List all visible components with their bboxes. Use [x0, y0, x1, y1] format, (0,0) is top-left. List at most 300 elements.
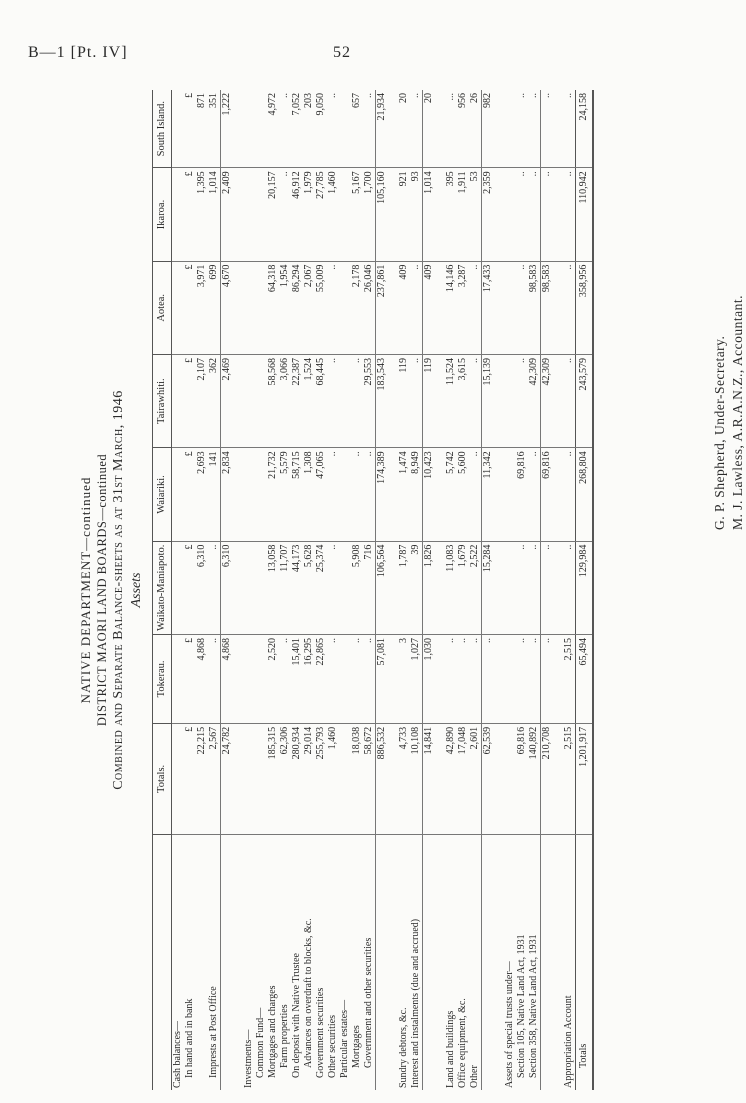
value-cell: 1,474	[398, 448, 410, 541]
value-cell: 3	[398, 634, 410, 723]
value-cell: 1,460	[327, 168, 339, 261]
table-row	[457, 90, 469, 1090]
value-cell: 243,579	[576, 354, 594, 447]
value-cell	[243, 634, 255, 723]
value-cell	[339, 541, 351, 634]
value-cell: 4,670	[221, 261, 234, 354]
assets-table	[152, 90, 594, 1090]
spacer-row	[435, 90, 445, 1090]
value-cell: 16,295	[303, 634, 315, 723]
value-cell: 106,564	[376, 541, 389, 634]
value-cell: 2,520	[267, 634, 279, 723]
row-label-text: Section 358, Native Land Act, 1931	[528, 934, 539, 1078]
value-cell: 20,157	[267, 168, 279, 261]
value-cell: £ 2,107	[184, 354, 208, 447]
subtotal-row	[376, 90, 389, 1090]
row-label	[243, 834, 255, 1090]
value-cell: 2,067	[303, 261, 315, 354]
spacer-cell	[388, 261, 398, 354]
value-cell	[339, 354, 351, 447]
value-cell: 1,014	[423, 168, 436, 261]
value-cell: 47,065	[315, 448, 327, 541]
value-cell	[504, 634, 516, 723]
spacer-cell	[494, 168, 504, 261]
row-label	[445, 834, 457, 1090]
spacer-cell	[233, 354, 243, 447]
spacer-cell	[553, 634, 563, 723]
value-cell: 65,494	[576, 634, 594, 723]
value-cell: ..	[469, 354, 482, 447]
department-title: NATIVE DEPARTMENT—continued	[78, 476, 93, 704]
value-cell: 10,108	[410, 723, 423, 834]
value-cell: 93	[410, 168, 423, 261]
value-cell: ..	[469, 634, 482, 723]
row-label	[363, 834, 376, 1090]
value-cell	[172, 448, 185, 541]
value-cell: ..	[327, 90, 339, 168]
value-cell: ..	[541, 634, 554, 723]
value-cell	[504, 354, 516, 447]
table-row	[327, 90, 339, 1090]
spacer-cell	[233, 541, 243, 634]
row-label-text: Government securities	[315, 987, 326, 1078]
column-header: Tokerau.	[153, 634, 172, 723]
table-row	[255, 90, 267, 1090]
value-cell: 140,892	[528, 723, 541, 834]
value-cell: £ 1,395	[184, 168, 208, 261]
value-cell: ..	[541, 90, 554, 168]
value-cell: 6,310	[221, 541, 234, 634]
value-cell: 46,912	[291, 168, 303, 261]
spacer-row	[233, 90, 243, 1090]
value-cell: ..	[516, 261, 528, 354]
row-label-text: Common Fund—	[255, 1007, 266, 1078]
row-label-text: Farm properties	[279, 1004, 290, 1068]
row-label	[482, 834, 495, 1090]
value-cell: ..	[279, 168, 291, 261]
row-label-text: Land and buildings	[445, 1010, 456, 1088]
value-cell: 2,469	[221, 354, 234, 447]
value-cell: 2,522	[469, 541, 482, 634]
row-label	[457, 834, 469, 1090]
value-cell: 58,568	[267, 354, 279, 447]
value-cell: 409	[398, 261, 410, 354]
value-cell: ..	[482, 634, 495, 723]
value-cell: ..	[528, 448, 541, 541]
balance-sheet-title: Combined and Separate Balance-sheets as at 31st March, 1946	[111, 390, 126, 790]
value-cell: £ 2,693	[184, 448, 208, 541]
value-cell: 129,984	[576, 541, 594, 634]
value-cell: ..	[469, 448, 482, 541]
value-cell: 20	[423, 90, 436, 168]
value-cell	[243, 541, 255, 634]
row-label	[339, 834, 351, 1090]
totals-row	[576, 90, 594, 1090]
value-cell: 17,433	[482, 261, 495, 354]
spacer-cell	[435, 261, 445, 354]
value-cell: 29,553	[363, 354, 376, 447]
value-cell: 3,615	[457, 354, 469, 447]
value-cell: 42,890	[445, 723, 457, 834]
value-cell: ..	[563, 541, 576, 634]
value-cell: 21,732	[267, 448, 279, 541]
spacer-cell	[388, 541, 398, 634]
spacer-row	[553, 90, 563, 1090]
value-cell: 1,954	[279, 261, 291, 354]
value-cell: 15,401	[291, 634, 303, 723]
value-cell: 57,081	[376, 634, 389, 723]
value-cell	[255, 354, 267, 447]
table-row	[504, 90, 516, 1090]
value-cell: 203	[303, 90, 315, 168]
value-cell: 98,583	[541, 261, 554, 354]
value-cell: 1,222	[221, 90, 234, 168]
value-cell: 1,700	[363, 168, 376, 261]
value-cell: ..	[410, 90, 423, 168]
table-row	[291, 90, 303, 1090]
column-header: Totals.	[153, 723, 172, 834]
row-label	[576, 834, 594, 1090]
value-cell	[255, 634, 267, 723]
value-cell: 53	[469, 168, 482, 261]
value-cell: 699	[208, 261, 221, 354]
value-cell: 280,934	[291, 723, 303, 834]
value-cell: £ 871	[184, 90, 208, 168]
value-cell: 1,027	[410, 634, 423, 723]
value-cell: 183,543	[376, 354, 389, 447]
value-cell: 1,787	[398, 541, 410, 634]
value-cell: 17,048	[457, 723, 469, 834]
row-label-text: Cash balances—	[172, 1021, 183, 1088]
value-cell: ..	[351, 354, 363, 447]
table-row	[315, 90, 327, 1090]
value-cell: ..	[327, 541, 339, 634]
value-cell: 55,009	[315, 261, 327, 354]
value-cell: £ 22,215	[184, 723, 208, 834]
value-cell: 362	[208, 354, 221, 447]
value-cell: ..	[363, 448, 376, 541]
row-label	[410, 834, 423, 1090]
table-body	[172, 90, 594, 1090]
value-cell: 27,785	[315, 168, 327, 261]
spacer-cell	[494, 834, 504, 1090]
value-cell: ..	[327, 261, 339, 354]
spacer-cell	[388, 634, 398, 723]
value-cell	[172, 90, 185, 168]
value-cell: 86,294	[291, 261, 303, 354]
value-cell: ..	[327, 354, 339, 447]
row-label	[504, 834, 516, 1090]
value-cell: ..	[516, 634, 528, 723]
row-label	[398, 834, 410, 1090]
value-cell	[243, 354, 255, 447]
value-cell: 42,309	[528, 354, 541, 447]
value-cell: ..	[469, 261, 482, 354]
table-row	[445, 90, 457, 1090]
spacer-cell	[435, 354, 445, 447]
row-label-text: Section 105, Native Land Act, 1931	[516, 934, 527, 1078]
table-row	[516, 90, 528, 1090]
spacer-cell	[553, 354, 563, 447]
value-cell: 5,908	[351, 541, 363, 634]
value-cell: 44,173	[291, 541, 303, 634]
row-label-text: Office equipment, &c.	[457, 998, 468, 1088]
spacer-row	[494, 90, 504, 1090]
value-cell: 69,816	[516, 723, 528, 834]
value-cell	[339, 448, 351, 541]
value-cell: 1,201,917	[576, 723, 594, 834]
value-cell: ..	[516, 354, 528, 447]
value-cell: 25,374	[315, 541, 327, 634]
value-cell: £ 3,971	[184, 261, 208, 354]
spacer-cell	[435, 90, 445, 168]
spacer-cell	[233, 834, 243, 1090]
value-cell: 110,942	[576, 168, 594, 261]
row-label	[255, 834, 267, 1090]
value-cell: 4,972	[267, 90, 279, 168]
value-cell: 2,515	[563, 723, 576, 834]
subtotal-row	[482, 90, 495, 1090]
value-cell: 64,318	[267, 261, 279, 354]
spacer-cell	[388, 168, 398, 261]
row-label	[221, 834, 234, 1090]
spacer-cell	[553, 448, 563, 541]
value-cell: 1,460	[327, 723, 339, 834]
row-label	[563, 834, 576, 1090]
value-cell: 921	[398, 168, 410, 261]
spacer-row	[388, 90, 398, 1090]
value-cell: 886,532	[376, 723, 389, 834]
value-cell	[243, 90, 255, 168]
spacer-cell	[435, 541, 445, 634]
value-cell: 4,868	[221, 634, 234, 723]
value-cell: 10,423	[423, 448, 436, 541]
table-row	[528, 90, 541, 1090]
value-cell: 26	[469, 90, 482, 168]
assets-heading: Assets	[129, 572, 144, 608]
value-cell: 1,524	[303, 354, 315, 447]
table-row	[363, 90, 376, 1090]
column-header: Waikato-Maniapoto.	[153, 541, 172, 634]
value-cell: ..	[327, 634, 339, 723]
value-cell	[339, 261, 351, 354]
value-cell: 69,816	[541, 448, 554, 541]
spacer-cell	[435, 723, 445, 834]
value-cell: £ 6,310	[184, 541, 208, 634]
value-cell	[504, 448, 516, 541]
value-cell: 1,911	[457, 168, 469, 261]
signature-under-secretary: G. P. Shepherd, Under-Secretary.	[712, 335, 727, 530]
column-header: Tairawhiti.	[153, 354, 172, 447]
spacer-cell	[233, 634, 243, 723]
row-label	[327, 834, 339, 1090]
spacer-cell	[388, 723, 398, 834]
value-cell: ..	[541, 541, 554, 634]
subtotal-row	[423, 90, 436, 1090]
value-cell: ..	[528, 541, 541, 634]
row-label-text: Appropriation Account	[563, 995, 574, 1088]
row-label-text: Other securities	[327, 1014, 338, 1078]
value-cell: ..	[516, 90, 528, 168]
table-row	[279, 90, 291, 1090]
value-cell: ..	[363, 90, 376, 168]
value-cell: ..	[516, 168, 528, 261]
spacer-cell	[435, 834, 445, 1090]
spacer-cell	[494, 354, 504, 447]
row-label	[291, 834, 303, 1090]
value-cell: 141	[208, 448, 221, 541]
table-row	[184, 90, 208, 1090]
table-row	[243, 90, 255, 1090]
subtotal-row	[541, 90, 554, 1090]
value-cell: 24,158	[576, 90, 594, 168]
value-cell	[172, 634, 185, 723]
value-cell: 14,146	[445, 261, 457, 354]
value-cell: 5,579	[279, 448, 291, 541]
table-row	[208, 90, 221, 1090]
row-label-text: Advances on overdraft to blocks, &c.	[303, 918, 314, 1068]
value-cell: 11,083	[445, 541, 457, 634]
value-cell	[255, 541, 267, 634]
value-cell	[255, 261, 267, 354]
value-cell	[255, 90, 267, 168]
value-cell: ..	[516, 541, 528, 634]
value-cell: 716	[363, 541, 376, 634]
value-cell	[172, 168, 185, 261]
spacer-cell	[388, 90, 398, 168]
value-cell	[504, 261, 516, 354]
spacer-cell	[494, 448, 504, 541]
boards-title: DISTRICT MAORI LAND BOARDS—continued	[95, 453, 109, 727]
spacer-cell	[494, 541, 504, 634]
spacer-cell	[233, 723, 243, 834]
column-header: Aotea.	[153, 261, 172, 354]
value-cell: ..	[351, 448, 363, 541]
table-row	[398, 90, 410, 1090]
value-cell: 69,816	[516, 448, 528, 541]
value-cell: 268,804	[576, 448, 594, 541]
value-cell: 26,046	[363, 261, 376, 354]
value-cell	[243, 168, 255, 261]
value-cell: ..	[363, 634, 376, 723]
value-cell: 1,308	[303, 448, 315, 541]
spacer-cell	[388, 354, 398, 447]
row-label	[516, 834, 528, 1090]
value-cell: 4,733	[398, 723, 410, 834]
row-label-text: Other	[469, 1065, 480, 1088]
value-cell: ..	[457, 634, 469, 723]
spacer-cell	[553, 168, 563, 261]
value-cell	[339, 168, 351, 261]
value-cell: 98,583	[528, 261, 541, 354]
row-label	[267, 834, 279, 1090]
value-cell: 1,979	[303, 168, 315, 261]
value-cell	[243, 723, 255, 834]
table-row	[563, 90, 576, 1090]
value-cell: 956	[457, 90, 469, 168]
value-cell: £ 4,868	[184, 634, 208, 723]
row-label-text: Totals	[578, 1043, 589, 1068]
column-header: Ikaroa.	[153, 168, 172, 261]
spacer-cell	[494, 634, 504, 723]
value-cell: 174,389	[376, 448, 389, 541]
page-section-code: B—1 [Pt. IV]	[28, 44, 128, 61]
spacer-cell	[233, 90, 243, 168]
value-cell: 22,865	[315, 634, 327, 723]
value-cell: 210,708	[541, 723, 554, 834]
value-cell: 3,287	[457, 261, 469, 354]
table-row	[172, 90, 185, 1090]
value-cell: 18,038	[351, 723, 363, 834]
value-cell: 657	[351, 90, 363, 168]
spacer-cell	[553, 834, 563, 1090]
spacer-cell	[553, 541, 563, 634]
value-cell: 982	[482, 90, 495, 168]
value-cell: 119	[398, 354, 410, 447]
row-label-text: Particular estates—	[339, 999, 350, 1078]
column-header: Waiariki.	[153, 448, 172, 541]
value-cell: 255,793	[315, 723, 327, 834]
value-cell: ..	[279, 634, 291, 723]
row-label	[351, 834, 363, 1090]
value-cell: 13,058	[267, 541, 279, 634]
row-label	[423, 834, 436, 1090]
value-cell	[255, 168, 267, 261]
row-label-text: Government and other securities	[363, 937, 374, 1068]
row-label	[376, 834, 389, 1090]
value-cell: ..	[528, 90, 541, 168]
spacer-cell	[553, 261, 563, 354]
value-cell	[255, 448, 267, 541]
value-cell: 9,050	[315, 90, 327, 168]
value-cell: 105,160	[376, 168, 389, 261]
value-cell: ..	[351, 634, 363, 723]
table-row	[469, 90, 482, 1090]
value-cell	[243, 261, 255, 354]
spacer-cell	[233, 261, 243, 354]
value-cell: 29,014	[303, 723, 315, 834]
value-cell: 1,826	[423, 541, 436, 634]
value-cell: 3,066	[279, 354, 291, 447]
value-cell	[172, 354, 185, 447]
value-cell: 22,387	[291, 354, 303, 447]
column-header: South Island.	[153, 90, 172, 168]
row-label	[541, 834, 554, 1090]
spacer-cell	[494, 723, 504, 834]
spacer-cell	[494, 90, 504, 168]
row-label	[172, 834, 185, 1090]
value-cell: 5,628	[303, 541, 315, 634]
value-cell	[172, 541, 185, 634]
value-cell: 2,409	[221, 168, 234, 261]
value-cell	[504, 168, 516, 261]
value-cell: 1,014	[208, 168, 221, 261]
value-cell: 15,139	[482, 354, 495, 447]
value-cell	[504, 541, 516, 634]
spacer-cell	[388, 448, 398, 541]
value-cell: ..	[563, 168, 576, 261]
value-cell: 1,679	[457, 541, 469, 634]
value-cell: 15,284	[482, 541, 495, 634]
value-cell: 24,782	[221, 723, 234, 834]
row-label	[303, 834, 315, 1090]
row-label-text: In hand and in bank	[184, 998, 195, 1078]
value-cell: 20	[398, 90, 410, 168]
value-cell: 21,934	[376, 90, 389, 168]
spacer-cell	[388, 834, 398, 1090]
value-cell: 58,715	[291, 448, 303, 541]
column-header	[153, 834, 172, 1090]
